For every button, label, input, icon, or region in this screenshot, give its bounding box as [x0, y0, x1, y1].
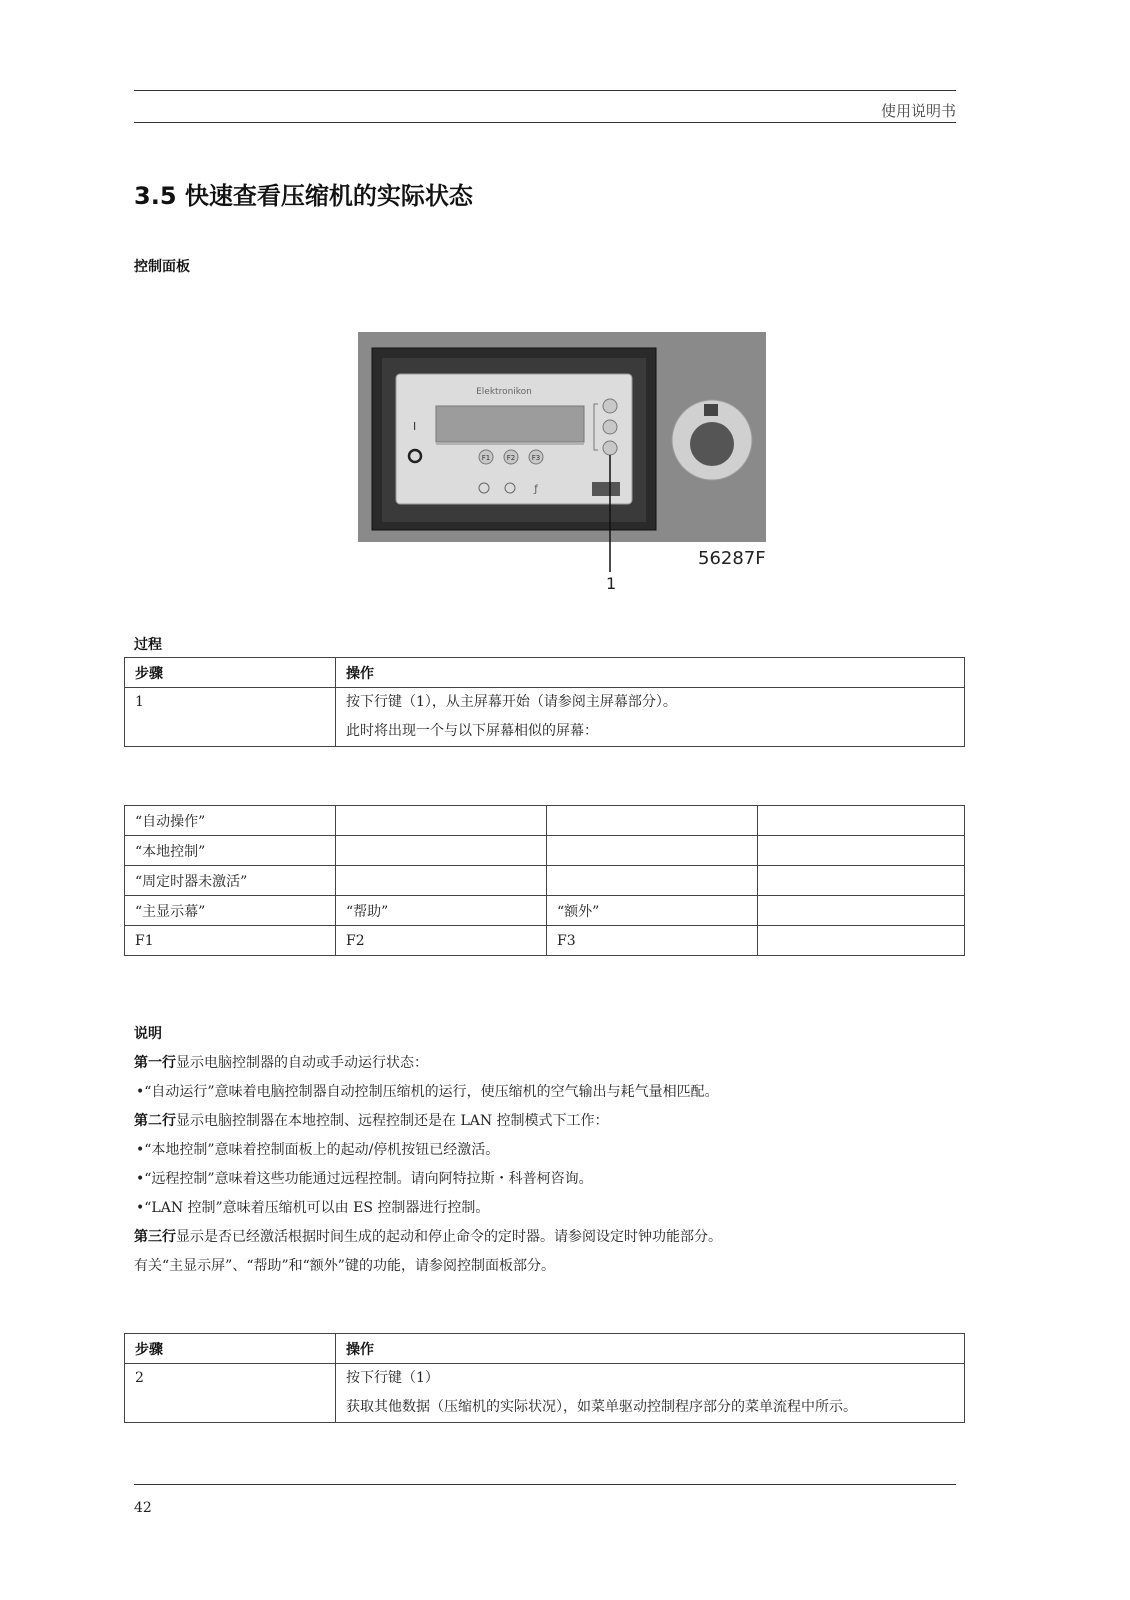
table-row [125, 688, 965, 747]
line1-text: 显示电脑控制器的自动或手动运行状态： [176, 1055, 428, 1071]
down-key-icon [603, 441, 617, 455]
panel-heading: 控制面板 [134, 259, 190, 275]
bullet-remote: •“远程控制”意味着这些功能通过远程控制。请向阿特拉斯・科普柯咨询。 [136, 1171, 593, 1187]
svg-text:F3: F3 [531, 454, 541, 462]
key-f2: F2 [336, 926, 547, 956]
footer-rule [134, 1484, 956, 1485]
action-line-1: 按下行键（1） [346, 1370, 439, 1386]
col-action-header: 操作 [336, 1334, 965, 1364]
notes-keys-reference: 有关“主显示屏”、“帮助”和“额外”键的功能，请参阅控制面板部分。 [134, 1258, 555, 1274]
bullet-auto: •“自动运行”意味着电脑控制器自动控制压缩机的运行，使压缩机的空气输出与耗气量相匹配。 [136, 1084, 719, 1100]
header-doc-type: 使用说明书 [880, 102, 956, 120]
table-row [125, 1364, 965, 1423]
warning-icon [704, 404, 718, 416]
procedure-table-1 [124, 657, 965, 747]
figure-lcd [436, 406, 584, 442]
softkey-help-label: “帮助” [336, 896, 547, 926]
line3-text: 显示是否已经激活根据时间生成的起动和停止命令的定时器。请参阅设定时钟功能部分。 [176, 1229, 722, 1245]
notes-heading: 说明 [134, 1026, 162, 1042]
col-step-header: 步骤 [125, 658, 336, 688]
section-title: 3.5 快速查看压缩机的实际状态 [134, 182, 473, 210]
header-rule-top [134, 90, 956, 91]
figure-ref-code: 56287F [698, 548, 766, 569]
line3-label: 第三行 [134, 1229, 176, 1245]
notes-section [134, 1020, 722, 1281]
screen-line-3: “周定时器未激活” [125, 866, 336, 896]
softkey-extra-label: “额外” [547, 896, 758, 926]
emergency-stop-button [690, 422, 734, 466]
col-step-header: 步骤 [125, 1334, 336, 1364]
svg-text:F2: F2 [506, 454, 516, 462]
line2-label: 第二行 [134, 1113, 176, 1129]
header-rule-bottom [134, 122, 956, 123]
screen-line-2: “本地控制” [125, 836, 336, 866]
page-number: 42 [134, 1500, 152, 1516]
screen-line-1: “自动操作” [125, 806, 336, 836]
col-action-header: 操作 [336, 658, 965, 688]
figure-brand: Elektronikon [476, 387, 532, 397]
bullet-local: •“本地控制”意味着控制面板上的起动/停机按钮已经激活。 [136, 1142, 500, 1158]
start-button-icon: I [413, 420, 417, 433]
line1-label: 第一行 [134, 1055, 176, 1071]
led-icon-3: ƒ [534, 484, 538, 495]
action-line-2: 此时将出现一个与以下屏幕相似的屏幕： [346, 723, 598, 739]
step-number: 1 [125, 688, 336, 747]
key-f1: F1 [125, 926, 336, 956]
control-panel-figure [358, 332, 766, 592]
svg-text:F1: F1 [481, 454, 491, 462]
action-line-1: 按下行键（1），从主屏幕开始（请参阅主屏幕部分）。 [346, 694, 677, 710]
line2-text: 显示电脑控制器在本地控制、远程控制还是在 LAN 控制模式下工作： [176, 1113, 609, 1129]
screen-table [124, 805, 965, 956]
brand-logo-icon [592, 482, 620, 496]
key-f3: F3 [547, 926, 758, 956]
softkey-main-label: “主显示幕” [125, 896, 336, 926]
up-key-icon [603, 399, 617, 413]
action-line-2: 获取其他数据（压缩机的实际状况），如菜单驱动控制程序部分的菜单流程中所示。 [346, 1399, 857, 1415]
figure-callout: 1 [606, 574, 617, 592]
step-number: 2 [125, 1364, 336, 1423]
procedure-heading: 过程 [134, 637, 162, 653]
procedure-table-2 [124, 1333, 965, 1423]
tab-key-icon [603, 420, 617, 434]
control-panel-illustration [358, 332, 766, 592]
bullet-lan: •“LAN 控制”意味着压缩机可以由 ES 控制器进行控制。 [136, 1200, 490, 1216]
